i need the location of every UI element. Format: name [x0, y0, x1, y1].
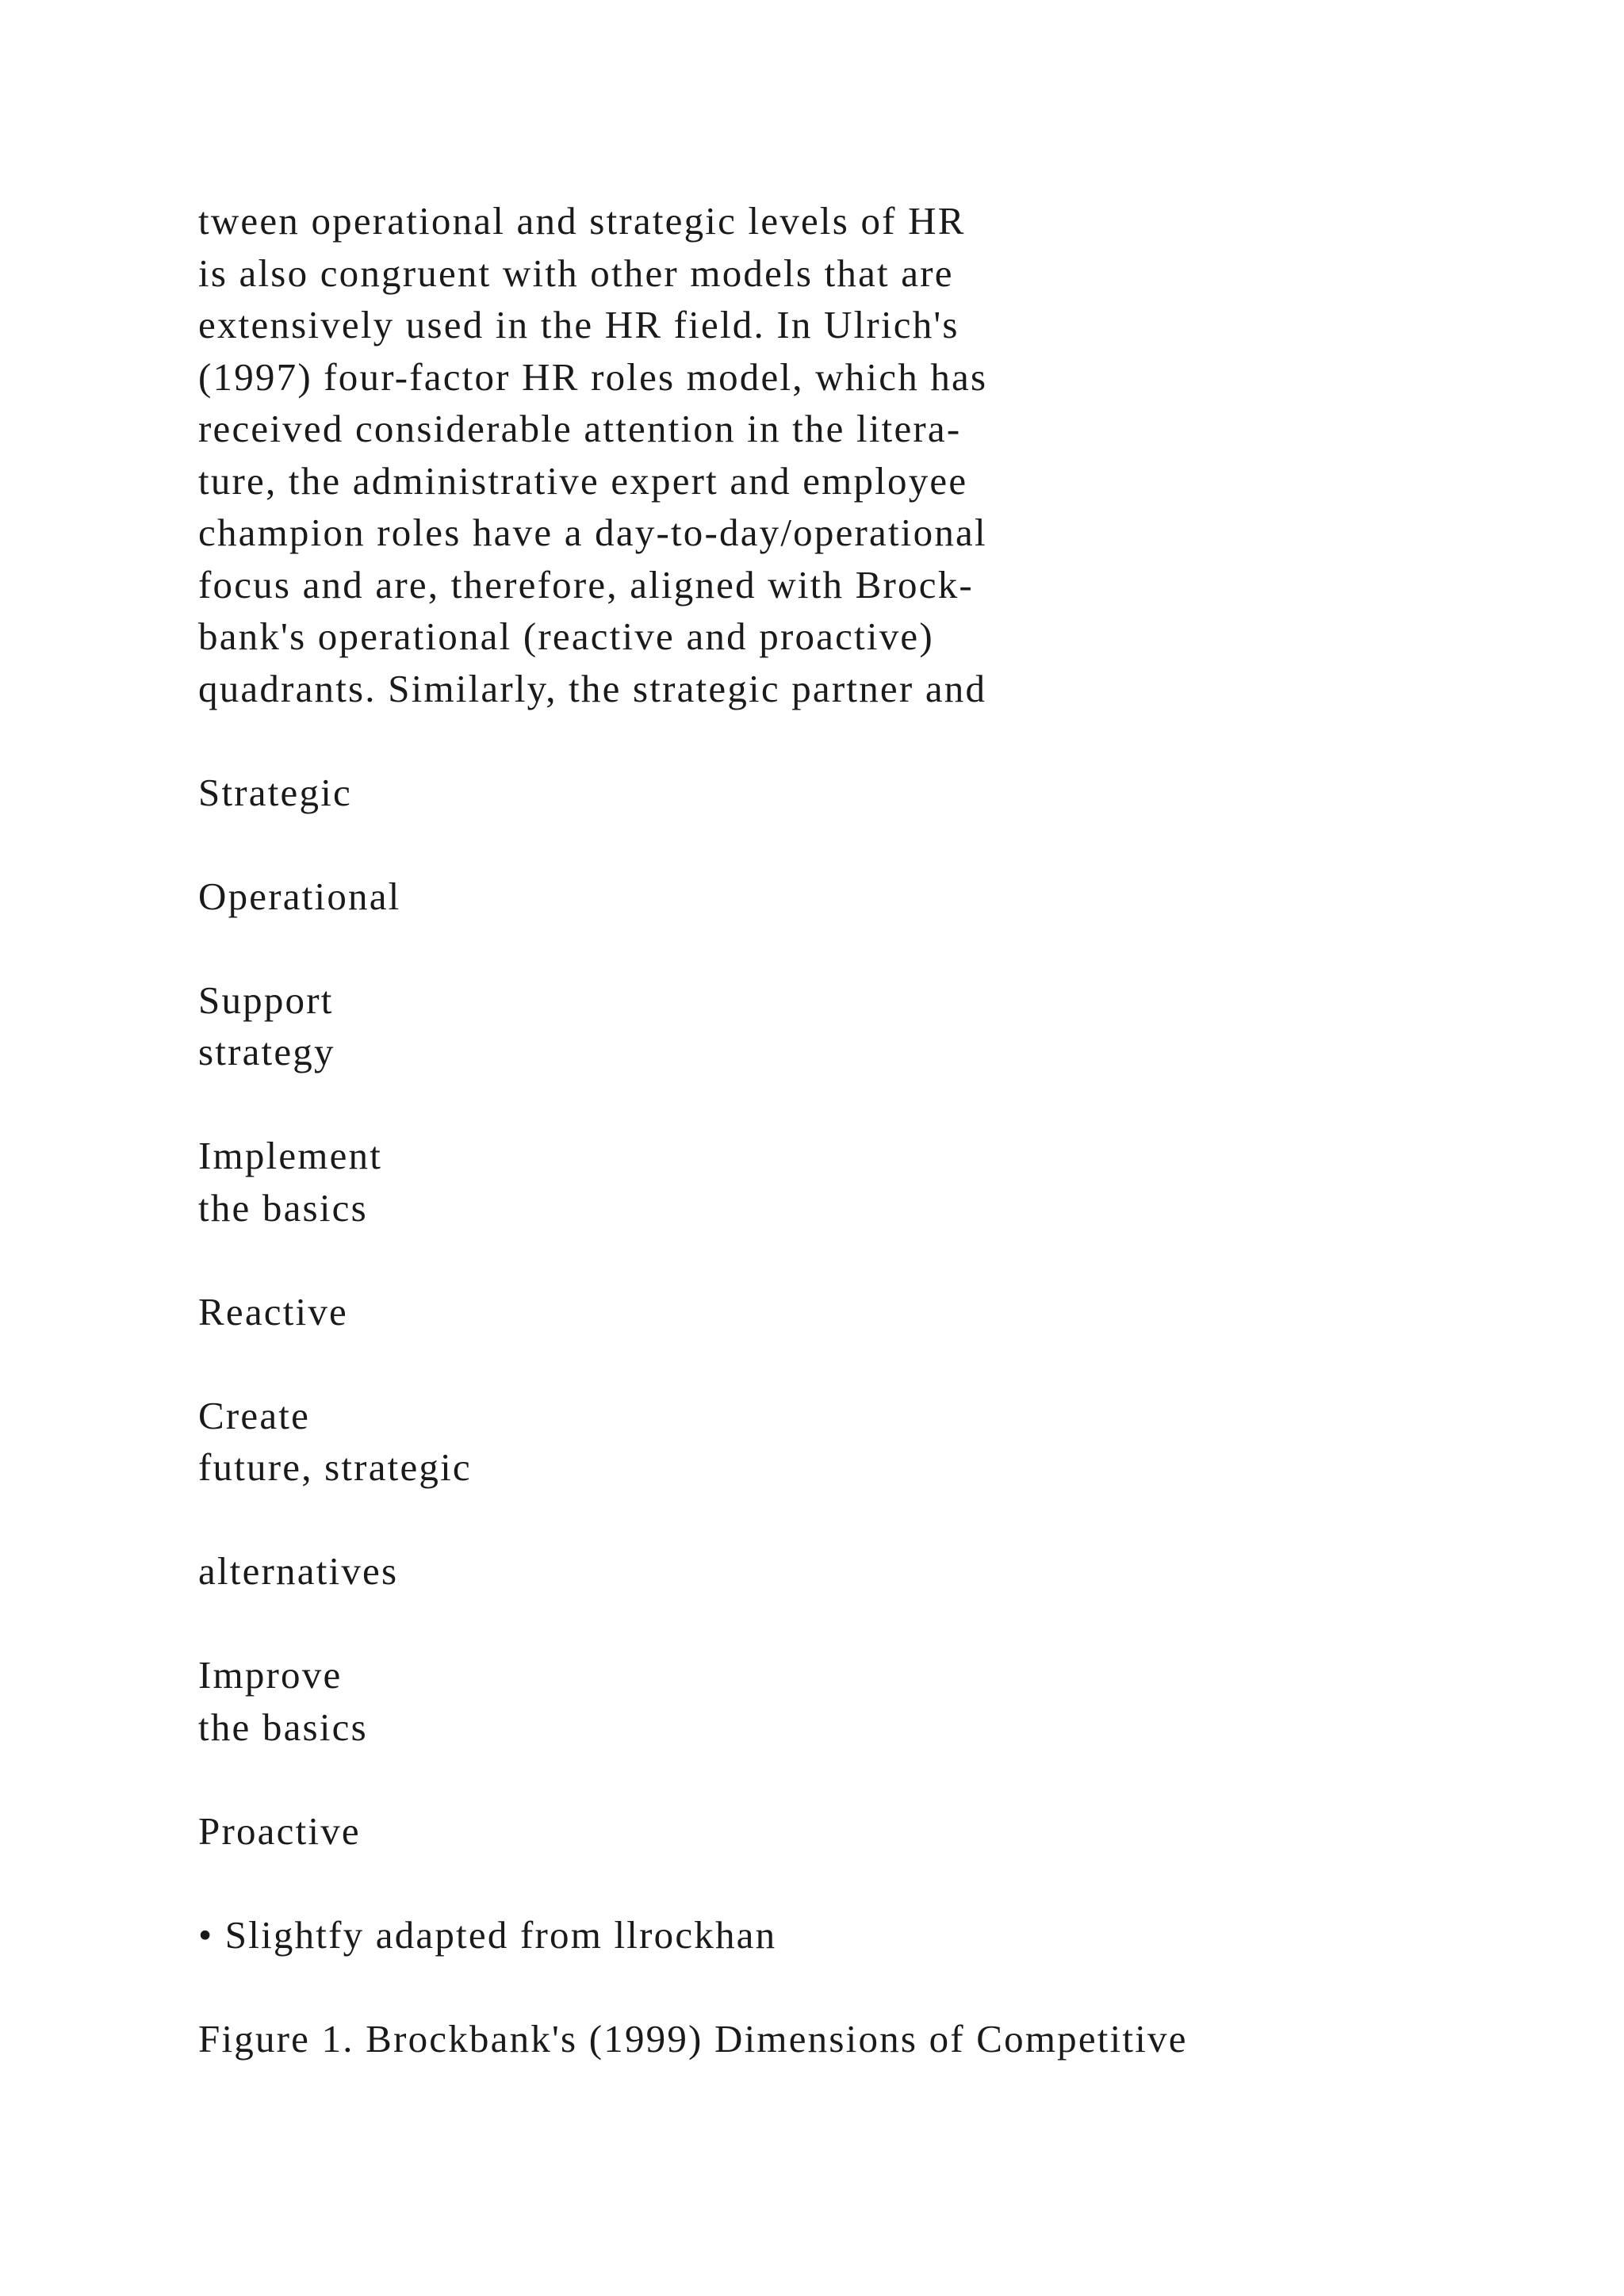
text-line: Create: [198, 1393, 311, 1437]
text-line: • Slightfy adapted from llrockhan: [198, 1912, 777, 1957]
figure-label-create-future: [198, 1390, 1546, 1494]
figure-caption: [198, 2013, 1546, 2065]
figure-label-improve-basics: [198, 1649, 1546, 1753]
text-line: received considerable attention in the litera-: [198, 407, 962, 450]
text-line: extensively used in the HR field. In Ulrich's: [198, 303, 959, 346]
figure-note: [198, 1909, 1546, 1961]
text-line: focus and are, therefore, aligned with Brock-: [198, 562, 974, 607]
text-line: the basics: [198, 1705, 368, 1749]
figure-label-proactive: [198, 1805, 1546, 1858]
figure-label-alternatives: [198, 1545, 1546, 1598]
figure-label-reactive: [198, 1286, 1546, 1338]
text-line: Strategic: [198, 770, 352, 814]
text-line: alternatives: [198, 1549, 399, 1593]
text-line: strategy: [198, 1030, 335, 1073]
text-line: the basics: [198, 1185, 368, 1230]
text-line: bank's operational (reactive and proactive): [198, 614, 934, 658]
text-line: Figure 1. Brockbank's (1999) Dimensions of Competitive: [198, 2016, 1188, 2061]
figure-label-implement-basics: [198, 1130, 1546, 1234]
text-line: Reactive: [198, 1289, 349, 1334]
text-line: Support: [198, 978, 334, 1022]
figure-label-operational: [198, 871, 1546, 923]
text-line: ture, the administrative expert and employee: [198, 458, 968, 503]
text-line: champion roles have a day-to-day/operational: [198, 511, 987, 554]
figure-label-support-strategy: [198, 974, 1546, 1078]
text-line: quadrants. Similarly, the strategic partner and: [198, 666, 987, 710]
text-line: tween operational and strategic levels of HR: [198, 199, 966, 243]
text-line: Improve: [198, 1653, 343, 1697]
text-line: (1997) four-factor HR roles model, which has: [198, 354, 988, 399]
text-line: Operational: [198, 874, 401, 918]
text-line: future, strategic: [198, 1445, 472, 1489]
text-line: is also congruent with other models that are: [198, 251, 954, 295]
text-line: Implement: [198, 1134, 383, 1177]
text-line: Proactive: [198, 1808, 361, 1853]
figure-label-strategic: [198, 767, 1546, 819]
body-paragraph: [198, 195, 1546, 714]
document-content: [198, 195, 1546, 2117]
